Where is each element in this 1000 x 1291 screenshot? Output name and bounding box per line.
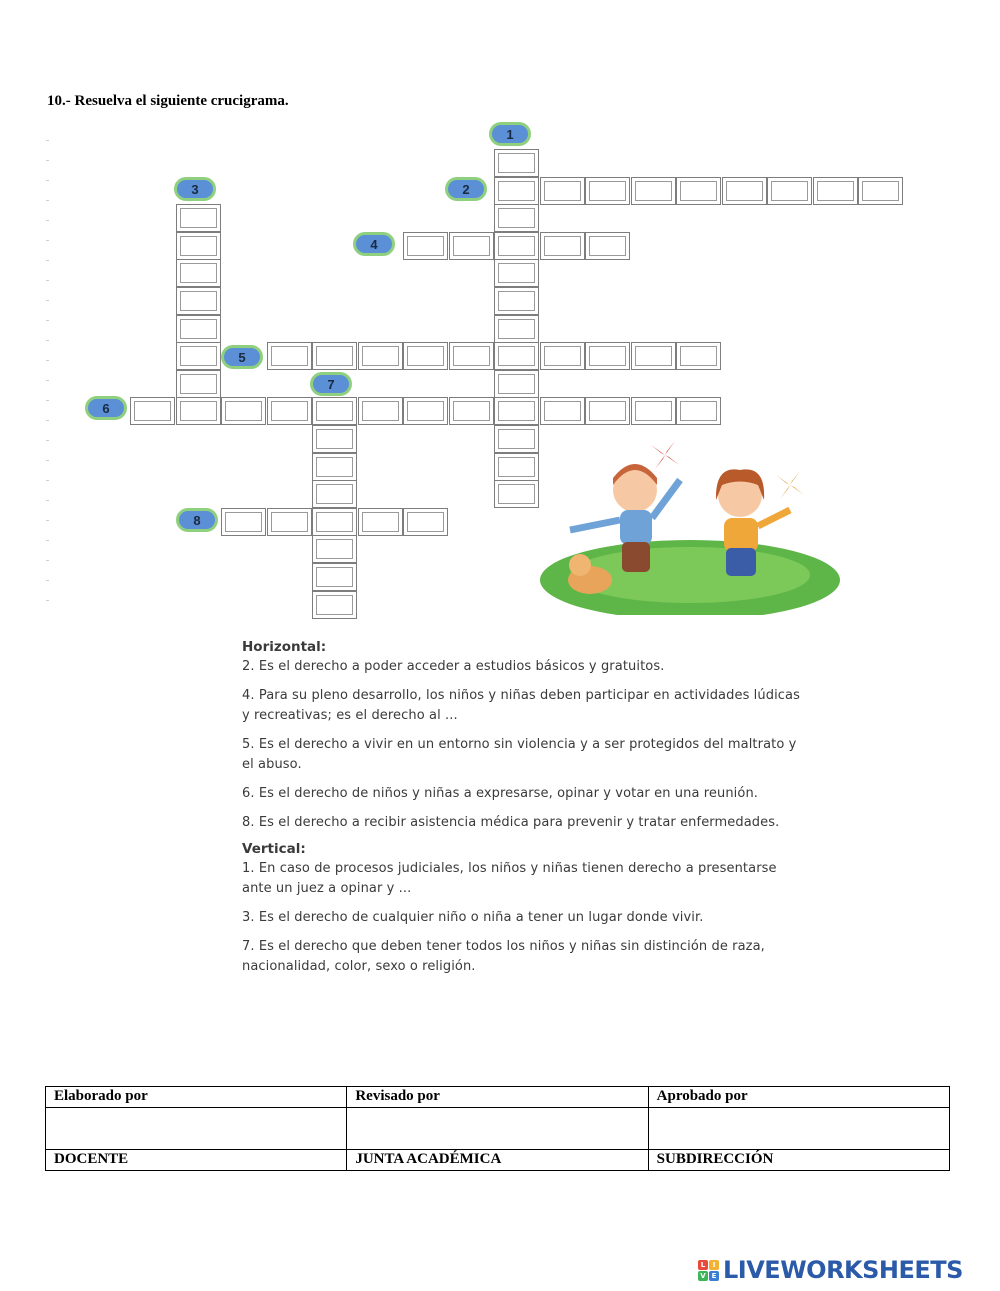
crossword-cell-2-2[interactable] bbox=[540, 177, 585, 205]
crossword-cell-1-13[interactable] bbox=[494, 480, 539, 508]
crossword-cell-3-4[interactable] bbox=[176, 287, 221, 315]
crossword-letter-input[interactable] bbox=[364, 347, 397, 365]
crossword-cell-5-2[interactable] bbox=[312, 342, 357, 370]
crossword-cell-1-1[interactable] bbox=[494, 149, 539, 177]
crossword-letter-input[interactable] bbox=[273, 402, 306, 420]
crossword-letter-input[interactable] bbox=[546, 237, 579, 255]
crossword-grid bbox=[0, 0, 1000, 640]
clue-number-2-badge: 2 bbox=[445, 177, 487, 201]
crossword-cell-6-5[interactable] bbox=[312, 397, 357, 425]
crossword-letter-input[interactable] bbox=[682, 402, 715, 420]
crossword-cell-6-10[interactable] bbox=[540, 397, 585, 425]
clue-number-1-badge: 1 bbox=[489, 122, 531, 146]
clue-h8: 8. Es el derecho a recibir asistencia médica para prevenir y tratar enfermedades. bbox=[242, 815, 780, 830]
crossword-cell-5-7[interactable] bbox=[540, 342, 585, 370]
clues-section bbox=[242, 637, 802, 986]
crossword-letter-input[interactable] bbox=[182, 375, 215, 393]
crossword-letter-input[interactable] bbox=[318, 402, 351, 420]
pinwheel-orange-icon bbox=[776, 471, 804, 499]
crossword-letter-input[interactable] bbox=[227, 402, 260, 420]
crossword-letter-input[interactable] bbox=[591, 402, 624, 420]
crossword-letter-input[interactable] bbox=[182, 320, 215, 338]
crossword-cell-2-5[interactable] bbox=[676, 177, 721, 205]
crossword-letter-input[interactable] bbox=[773, 182, 806, 200]
crossword-letter-input[interactable] bbox=[318, 568, 351, 586]
crossword-letter-input[interactable] bbox=[637, 347, 670, 365]
crossword-letter-input[interactable] bbox=[500, 264, 533, 282]
crossword-cell-1-10[interactable] bbox=[494, 397, 539, 425]
clue-h4: 4. Para su pleno desarrollo, los niños y niñas deben participar en actividades lúdicas y recreativas; es el derecho al ... bbox=[242, 688, 800, 723]
crossword-cell-1-5[interactable] bbox=[494, 259, 539, 287]
crossword-cell-5-3[interactable] bbox=[358, 342, 403, 370]
crossword-letter-input[interactable] bbox=[182, 209, 215, 227]
crossword-cell-5-10[interactable] bbox=[676, 342, 721, 370]
crossword-letter-input[interactable] bbox=[409, 513, 442, 531]
crossword-letter-input[interactable] bbox=[682, 347, 715, 365]
clue-number-5-badge: 5 bbox=[221, 345, 263, 369]
crossword-cell-3-5[interactable] bbox=[176, 315, 221, 343]
crossword-cell-6-4[interactable] bbox=[267, 397, 312, 425]
crossword-letter-input[interactable] bbox=[500, 320, 533, 338]
crossword-cell-6-2[interactable] bbox=[176, 397, 221, 425]
exercise-title: 10.- Resuelva el siguiente crucigrama. bbox=[47, 93, 289, 109]
crossword-letter-input[interactable] bbox=[500, 209, 533, 227]
crossword-letter-input[interactable] bbox=[364, 513, 397, 531]
crossword-cell-2-9[interactable] bbox=[858, 177, 903, 205]
crossword-cell-6-3[interactable] bbox=[221, 397, 266, 425]
crossword-letter-input[interactable] bbox=[591, 237, 624, 255]
crossword-cell-8-5[interactable] bbox=[403, 508, 448, 536]
crossword-letter-input[interactable] bbox=[409, 402, 442, 420]
crossword-cell-6-1[interactable] bbox=[130, 397, 175, 425]
crossword-cell-2-4[interactable] bbox=[631, 177, 676, 205]
crossword-cell-5-4[interactable] bbox=[403, 342, 448, 370]
crossword-letter-input[interactable] bbox=[546, 402, 579, 420]
crossword-letter-input[interactable] bbox=[318, 458, 351, 476]
clue-h5: 5. Es el derecho a vivir en un entorno sin violencia y a ser protegidos del maltrato y el abuso. bbox=[242, 737, 797, 772]
crossword-cell-7-3[interactable] bbox=[312, 453, 357, 481]
header-elaborado: Elaborado por bbox=[46, 1087, 347, 1108]
crossword-letter-input[interactable] bbox=[546, 182, 579, 200]
crossword-cell-1-7[interactable] bbox=[494, 315, 539, 343]
header-aprobado: Aprobado por bbox=[648, 1087, 949, 1108]
crossword-letter-input[interactable] bbox=[591, 347, 624, 365]
crossword-cell-8-2[interactable] bbox=[267, 508, 312, 536]
crossword-letter-input[interactable] bbox=[455, 237, 488, 255]
crossword-cell-8-4[interactable] bbox=[358, 508, 403, 536]
crossword-letter-input[interactable] bbox=[318, 596, 351, 614]
crossword-cell-2-7[interactable] bbox=[767, 177, 812, 205]
crossword-letter-input[interactable] bbox=[136, 402, 169, 420]
header-revisado: Revisado por bbox=[347, 1087, 648, 1108]
clue-h6: 6. Es el derecho de niños y niñas a expresarse, opinar y votar en una reunión. bbox=[242, 786, 759, 801]
crossword-cell-1-3[interactable] bbox=[494, 204, 539, 232]
crossword-cell-7-4[interactable] bbox=[312, 480, 357, 508]
crossword-letter-input[interactable] bbox=[864, 182, 897, 200]
crossword-letter-input[interactable] bbox=[409, 347, 442, 365]
crossword-letter-input[interactable] bbox=[455, 402, 488, 420]
crossword-cell-4-2[interactable] bbox=[449, 232, 494, 260]
crossword-cell-7-2[interactable] bbox=[312, 425, 357, 453]
signature-space-2 bbox=[347, 1108, 648, 1150]
crossword-cell-2-8[interactable] bbox=[813, 177, 858, 205]
crossword-letter-input[interactable] bbox=[500, 485, 533, 503]
crossword-cell-5-9[interactable] bbox=[631, 342, 676, 370]
crossword-letter-input[interactable] bbox=[500, 430, 533, 448]
crossword-cell-1-8[interactable] bbox=[494, 342, 539, 370]
crossword-cell-3-2[interactable] bbox=[176, 232, 221, 260]
crossword-cell-7-7[interactable] bbox=[312, 563, 357, 591]
crossword-cell-8-1[interactable] bbox=[221, 508, 266, 536]
crossword-letter-input[interactable] bbox=[500, 154, 533, 172]
crossword-letter-input[interactable] bbox=[318, 540, 351, 558]
crossword-letter-input[interactable] bbox=[546, 347, 579, 365]
crossword-cell-5-1[interactable] bbox=[267, 342, 312, 370]
liveworksheets-logo bbox=[698, 1256, 963, 1284]
crossword-cell-1-6[interactable] bbox=[494, 287, 539, 315]
crossword-letter-input[interactable] bbox=[500, 402, 533, 420]
crossword-letter-input[interactable] bbox=[318, 430, 351, 448]
crossword-letter-input[interactable] bbox=[364, 402, 397, 420]
crossword-letter-input[interactable] bbox=[273, 347, 306, 365]
crossword-letter-input[interactable] bbox=[409, 237, 442, 255]
crossword-cell-6-8[interactable] bbox=[449, 397, 494, 425]
crossword-cell-6-13[interactable] bbox=[676, 397, 721, 425]
crossword-letter-input[interactable] bbox=[318, 347, 351, 365]
crossword-cell-3-6[interactable] bbox=[176, 342, 221, 370]
crossword-cell-7-5[interactable] bbox=[312, 508, 357, 536]
crossword-cell-1-11[interactable] bbox=[494, 425, 539, 453]
crossword-letter-input[interactable] bbox=[500, 458, 533, 476]
crossword-letter-input[interactable] bbox=[318, 513, 351, 531]
clue-number-6-badge: 6 bbox=[85, 396, 127, 420]
crossword-cell-6-6[interactable] bbox=[358, 397, 403, 425]
crossword-letter-input[interactable] bbox=[728, 182, 761, 200]
crossword-cell-6-7[interactable] bbox=[403, 397, 448, 425]
crossword-cell-3-3[interactable] bbox=[176, 259, 221, 287]
clue-number-4-badge: 4 bbox=[353, 232, 395, 256]
signature-space-1 bbox=[46, 1108, 347, 1150]
pinwheel-red-icon bbox=[651, 441, 679, 469]
crossword-cell-3-1[interactable] bbox=[176, 204, 221, 232]
horizontal-heading: Horizontal: bbox=[242, 639, 327, 655]
crossword-cell-1-4[interactable] bbox=[494, 232, 539, 260]
crossword-letter-input[interactable] bbox=[455, 347, 488, 365]
crossword-cell-3-7[interactable] bbox=[176, 370, 221, 398]
crossword-letter-input[interactable] bbox=[591, 182, 624, 200]
crossword-cell-2-3[interactable] bbox=[585, 177, 630, 205]
crossword-cell-5-5[interactable] bbox=[449, 342, 494, 370]
crossword-letter-input[interactable] bbox=[682, 182, 715, 200]
liveworksheets-mark-icon: L I V E bbox=[698, 1260, 719, 1281]
crossword-letter-input[interactable] bbox=[637, 402, 670, 420]
crossword-cell-6-11[interactable] bbox=[585, 397, 630, 425]
crossword-letter-input[interactable] bbox=[500, 292, 533, 310]
crossword-cell-4-5[interactable] bbox=[585, 232, 630, 260]
role-subdireccion: SUBDIRECCIÓN bbox=[648, 1150, 949, 1171]
role-docente: DOCENTE bbox=[46, 1150, 347, 1171]
crossword-cell-4-4[interactable] bbox=[540, 232, 585, 260]
crossword-letter-input[interactable] bbox=[318, 485, 351, 503]
crossword-letter-input[interactable] bbox=[500, 375, 533, 393]
crossword-cell-1-9[interactable] bbox=[494, 370, 539, 398]
clue-h2: 2. Es el derecho a poder acceder a estudios básicos y gratuitos. bbox=[242, 659, 665, 674]
clue-number-3-badge: 3 bbox=[174, 177, 216, 201]
crossword-letter-input[interactable] bbox=[182, 264, 215, 282]
crossword-letter-input[interactable] bbox=[182, 237, 215, 255]
crossword-cell-1-12[interactable] bbox=[494, 453, 539, 481]
role-junta: JUNTA ACADÉMICA bbox=[347, 1150, 648, 1171]
brand-name: LIVEWORKSHEETS bbox=[723, 1256, 963, 1284]
signature-table bbox=[45, 1086, 950, 1171]
clue-v1: 1. En caso de procesos judiciales, los niños y niñas tienen derecho a presentarse ante un juez a opinar y ... bbox=[242, 861, 777, 896]
children-playing-illustration bbox=[540, 430, 850, 615]
crossword-letter-input[interactable] bbox=[500, 237, 533, 255]
clue-v3: 3. Es el derecho de cualquier niño o niña a tener un lugar donde vivir. bbox=[242, 910, 704, 925]
crossword-cell-6-12[interactable] bbox=[631, 397, 676, 425]
crossword-letter-input[interactable] bbox=[819, 182, 852, 200]
clue-number-8-badge: 8 bbox=[176, 508, 218, 532]
clue-number-7-badge: 7 bbox=[310, 372, 352, 396]
crossword-cell-7-8[interactable] bbox=[312, 591, 357, 619]
crossword-letter-input[interactable] bbox=[273, 513, 306, 531]
crossword-letter-input[interactable] bbox=[500, 182, 533, 200]
crossword-cell-1-2[interactable] bbox=[494, 177, 539, 205]
crossword-letter-input[interactable] bbox=[182, 402, 215, 420]
crossword-letter-input[interactable] bbox=[637, 182, 670, 200]
signature-space-3 bbox=[648, 1108, 949, 1150]
crossword-letter-input[interactable] bbox=[182, 347, 215, 365]
vertical-heading: Vertical: bbox=[242, 841, 306, 857]
crossword-cell-5-8[interactable] bbox=[585, 342, 630, 370]
crossword-letter-input[interactable] bbox=[500, 347, 533, 365]
crossword-cell-7-6[interactable] bbox=[312, 535, 357, 563]
crossword-letter-input[interactable] bbox=[182, 292, 215, 310]
crossword-cell-4-1[interactable] bbox=[403, 232, 448, 260]
crossword-cell-2-6[interactable] bbox=[722, 177, 767, 205]
clue-v7: 7. Es el derecho que deben tener todos los niños y niñas sin distinción de raza, nacionalidad, color, sexo o religión. bbox=[242, 939, 765, 974]
crossword-letter-input[interactable] bbox=[227, 513, 260, 531]
